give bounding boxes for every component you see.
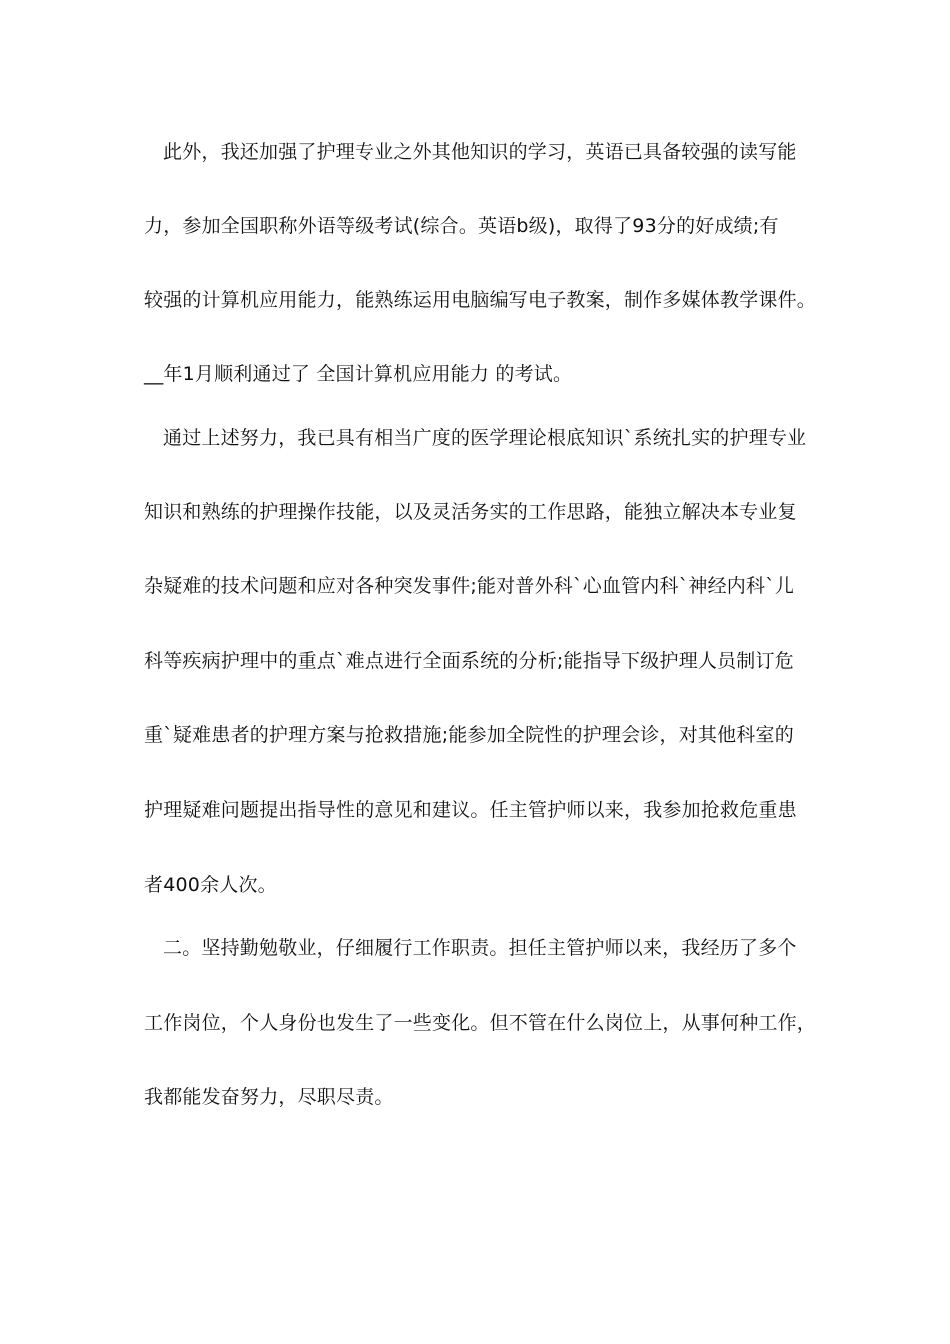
paragraph-line: 知识和熟练的护理操作技能，以及灵活务实的工作思路，能独立解决本专业复 (144, 501, 797, 523)
paragraph-line: 力，参加全国职称外语等级考试(综合。英语b级)，取得了93分的好成绩;有 (144, 215, 779, 237)
paragraph-line: 我都能发奋努力，尽职尽责。 (144, 1086, 394, 1108)
paragraph-line: __年1月顺利通过了 全国计算机应用能力 的考试。 (144, 363, 573, 385)
paragraph-line: 二。坚持勤勉敬业，仔细履行工作职责。担任主管护师以来，我经历了多个 (163, 937, 797, 959)
paragraph-line: 重`疑难患者的护理方案与抢救措施;能参加全院性的护理会诊，对其他科室的 (144, 724, 794, 746)
paragraph-line: 工作岗位，个人身份也发生了一些变化。但不管在什么岗位上，从事何种工作， (144, 1012, 817, 1034)
paragraph-line: 杂疑难的技术问题和应对各种突发事件;能对普外科`心血管内科`神经内科`儿 (144, 575, 795, 597)
paragraph-line: 较强的计算机应用能力，能熟练运用电脑编写电子教案，制作多媒体教学课件。 (144, 289, 817, 311)
paragraph-line: 此外，我还加强了护理专业之外其他知识的学习，英语已具备较强的读写能 (163, 141, 797, 163)
paragraph-line: 者400余人次。 (144, 874, 277, 896)
paragraph-line: 护理疑难问题提出指导性的意见和建议。任主管护师以来，我参加抢救危重患 (144, 799, 797, 821)
paragraph-line: 科等疾病护理中的重点`难点进行全面系统的分析;能指导下级护理人员制订危 (144, 650, 794, 672)
paragraph-line: 通过上述努力，我已具有相当广度的医学理论根底知识`系统扎实的护理专业 (163, 427, 807, 449)
